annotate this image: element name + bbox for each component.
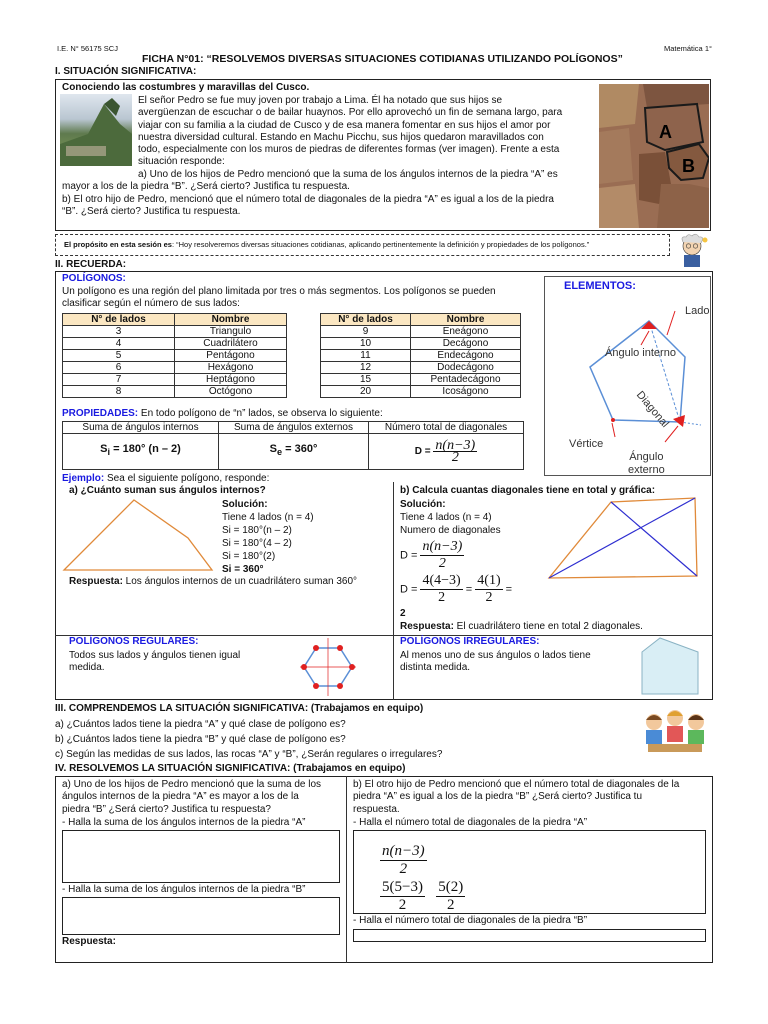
formula-d: D = [400,549,421,562]
stone-b-label: B [682,156,695,176]
col-header: N° de lados [321,314,411,326]
answer-box-sum-a[interactable] [62,830,340,883]
resolvemos-divider [346,776,347,963]
question: c) Según las medidas de sus lados, las rocas “A” y “B”, ¿Serán regulares o irregulares? [55,749,443,760]
formula-sub: e [276,447,283,458]
stone-a-label: A [659,122,672,142]
prop-header: Suma de ángulos externos [219,422,369,434]
solution-line: Tiene 4 lados (n = 4) [222,512,314,523]
solution-line: Si = 180°(2) [222,551,276,562]
ejemplo-label: Ejemplo: [62,473,105,484]
propiedades-row [62,408,383,419]
regulares-text [69,650,240,675]
formula-general [380,843,427,878]
label-diagonal: Diagonal [633,389,671,430]
answer-label: Respuesta: [69,576,123,587]
cell: Decágono [411,338,521,350]
label-angulo-externo-1: Ángulo [629,451,664,463]
answer-text: Los ángulos internos de un cuadrilátero suman 360° [122,576,358,587]
cell: 12 [321,362,411,374]
frac-num: 4(1) [477,573,501,588]
cell: 5 [63,350,175,362]
table-row [321,326,521,338]
cell: 11 [321,350,411,362]
label-vertice: Vértice [569,438,604,450]
formula-symbol: S [100,443,108,456]
question-b-cont: “B”. ¿Será cierto? Justifica tu respuesta. [62,205,241,217]
polygon-table-2 [320,313,521,398]
text-line: a) Uno de los hijos de Pedro mencionó que la suma de los [62,779,322,790]
ejemplo-b-result: 2 [400,608,406,619]
elementos-title: ELEMENTOS: [564,280,636,292]
col-header: N° de lados [63,314,175,326]
irregular-pentagon [640,636,702,696]
section-comprendemos-heading: III. COMPRENDEMOS LA SITUACIÓN SIGNIFICATIVA: (Trabajamos en equipo) [55,703,424,714]
formula-sum-internal [63,434,219,470]
poligonos-label: POLÍGONOS: [62,273,126,284]
frac-den: 2 [485,590,493,605]
propiedades-label: PROPIEDADES: [62,408,139,419]
situacion-subtitle: Conociendo las costumbres y maravillas del Cusco. [62,82,310,93]
table-row [63,362,287,374]
cell: 3 [63,326,175,338]
frac-num: n(n−3) [435,438,476,453]
formula-sum-external [219,434,369,470]
professor-illustration [674,232,710,268]
table-row [321,362,521,374]
frac-num: 4(4−3) [422,573,461,588]
text-line: medida. [69,662,105,674]
definition-line: Un polígono es una región del plano limitada por tres o más segmentos. Los polígonos se pueden [62,286,496,297]
polygon-table-1 [62,313,287,398]
frac-den: 2 [438,556,446,571]
table-row [63,326,287,338]
cell: 6 [63,362,175,374]
cell: 7 [63,374,175,386]
irregulares-title: POLÍGONOS IRREGULARES: [400,636,540,647]
solution-line: Si = 180°(n – 2) [222,525,292,536]
text-line: respuesta. [353,803,400,815]
subject-label: Matemática 1° [663,44,712,53]
col-header: Nombre [175,314,287,326]
cell: 8 [63,386,175,398]
proposito-text: : “Hoy resolveremos diversas situaciones cotidianas, aplicando pertinentemente la definición y propiedades de los polígonos.” [171,240,590,249]
text-line: piedra “B” ¿Será cierto? Justifica tu respuesta? [62,803,271,815]
table-row [321,350,521,362]
cell: Icoságono [411,386,521,398]
resolvemos-left-question [62,779,342,816]
ejemplo-a-solution [222,498,314,576]
ejemplo-text: Sea el siguiente polígono, responde: [104,473,270,484]
frac-den: 2 [451,450,459,465]
answer-label: Respuesta: [400,621,454,632]
frac-num: 5(2) [438,879,464,895]
regular-hexagon [300,638,356,696]
cell: Pentágono [175,350,287,362]
respuesta-label: Respuesta: [62,936,116,947]
label-angulo-interno: Ángulo interno [605,347,676,359]
section-recuerda-heading: II. RECUERDA: [55,259,127,270]
question-a: a) Uno de los hijos de Pedro mencionó que la suma de los ángulos internos de la piedra “A” es [138,169,558,180]
definition-line: clasificar según el número de sus lados: [62,298,240,310]
school-name: I.E. N° 56175 SCJ [57,44,118,53]
answer-text: El cuadrilátero tiene en total 2 diagonales. [453,621,643,632]
table-row [63,350,287,362]
proposito-box [55,234,670,256]
text-line: distinta medida. [400,662,471,674]
worksheet-title: FICHA N°01: “RESOLVEMOS DIVERSAS SITUACIONES COTIDIANAS UTILIZANDO POLÍGONOS” [142,53,623,65]
cell: 10 [321,338,411,350]
formula-sub: i [107,447,111,458]
frac-den: 2 [446,897,455,913]
text-line: Al menos uno de sus ángulos o lados tiene [400,650,591,661]
task-sum-b: - Halla la suma de los ángulos internos de la piedra “B” [62,884,306,895]
cell: Triangulo [175,326,287,338]
text-line: ángulos internos de la piedra “A” es mayor a los de la [62,791,299,803]
answer-box-diagonals-b[interactable] [353,929,706,942]
text-line: nuestra diversidad cultural. Estando en Machu Picchu, sus hijos quedaron maravillados con [138,131,544,143]
answer-box-sum-b[interactable] [62,897,340,935]
section-situacion-heading: I. SITUACIÓN SIGNIFICATIVA: [55,66,197,77]
task-diagonals-b: - Halla el número total de diagonales de la piedra “B” [353,915,588,926]
formula-substituted [380,879,465,914]
text-line: piedra “A” es igual a los de la piedra “B” ¿Será cierto? Justifica tu [353,791,643,803]
cell: Dodecágono [411,362,521,374]
prop-header: Número total de diagonales [369,422,524,434]
cell: Heptágono [175,374,287,386]
propiedades-table [62,421,524,470]
table-row [321,386,521,398]
solution-line: Numero de diagonales [400,525,501,536]
solution-line: Solución: [222,499,268,510]
situacion-text [138,95,593,169]
formula-value: = 180° (n – 2) [110,443,181,456]
ejemplo-b-solution [400,498,501,537]
ejemplo-row [62,473,269,484]
text-line: todo, especialmente con los muros de piedras de diferentes formas (ver imagen). Frente a esta [138,144,560,156]
question: a) ¿Cuántos lados tiene la piedra “A” y qué clase de polígono es? [55,719,346,730]
table-row [321,338,521,350]
formula-symbol: S [269,443,277,456]
text-line: avergüenzan de escuchar o de bailar huaynos. Por ello aprovechó un fin de semana largo, para [138,107,563,119]
question-b: b) El otro hijo de Pedro, mencionó que el número total de diagonales de la piedra “A” es igual a los de la piedra [62,193,554,205]
frac-num: 5(5−3) [382,879,423,895]
machu-picchu-photo [60,94,132,166]
situacion-questions [62,169,602,218]
proposito-label: El propósito en esta sesión es [64,240,172,249]
prop-header: Suma de ángulos internos [63,422,219,434]
cell: 9 [321,326,411,338]
ejemplo-divider [393,482,394,635]
task-diagonals-a: - Halla el número total de diagonales de la piedra “A” [353,817,588,828]
table-row [321,374,521,386]
stone-wall-photo [599,84,709,228]
label-angulo-externo-2: externo [628,464,665,476]
question: b) ¿Cuántos lados tiene la piedra “B” y qué clase de polígono es? [55,734,346,745]
resolvemos-right-question [353,779,707,816]
formula-d: D = [400,583,421,596]
students-illustration [640,708,710,754]
question-a-cont: mayor a los de la piedra “B”. ¿Será cierto? Justifica tu respuesta. [62,181,350,193]
ejemplo-b-answer [400,621,643,632]
cell: 15 [321,374,411,386]
ejemplo-a-answer [69,576,357,587]
text-line: Todos sus lados y ángulos tienen igual [69,650,241,661]
ejemplo-b-formula-2 [400,573,512,606]
frac-den: 2 [438,590,446,605]
label-angulo-externo [628,451,665,477]
solution-line: Si = 360° [222,564,264,575]
equals: = [505,583,513,596]
ejemplo-a-question: a) ¿Cuánto suman sus ángulos internos? [69,485,266,496]
frac-den: 2 [398,897,407,913]
formula-diagonals [369,434,524,470]
solution-line: Tiene 4 lados (n = 4) [400,512,492,523]
cell: Cuadrilátero [175,338,287,350]
ejemplo-b-formula-1 [400,539,464,572]
cell: Hexágono [175,362,287,374]
cell: 4 [63,338,175,350]
cell: 20 [321,386,411,398]
text-line: b) El otro hijo de Pedro mencionó que el número total de diagonales de la [353,779,680,790]
cell: Endecágono [411,350,521,362]
solution-line: Solución: [400,499,446,510]
equals: = [465,583,473,596]
ejemplo-b-question: b) Calcula cuantas diagonales tiene en total y gráfica: [400,485,656,496]
solution-line: Si = 180°(4 – 2) [222,538,292,549]
frac-num: n(n−3) [422,539,463,554]
elementos-box [544,276,711,476]
example-quadrilateral-diagonals [545,494,705,580]
label-lado: Lado [685,305,710,317]
comprendemos-questions [55,717,442,762]
text-line: situación responde: [138,156,225,168]
table-row [63,374,287,386]
frac-num: n(n−3) [382,843,425,859]
example-quadrilateral [60,492,220,578]
answer-box-diagonals-a[interactable] [353,830,706,914]
section-resolvemos-heading: IV. RESOLVEMOS LA SITUACIÓN SIGNIFICATIVA: (Trabajamos en equipo) [55,763,406,774]
formula-value: = 360° [282,443,318,456]
table-row [63,386,287,398]
irregulares-text [400,650,591,675]
col-header: Nombre [411,314,521,326]
cell: Pentadecágono [411,374,521,386]
regulares-title: POLÍGONOS REGULARES: [69,636,199,647]
poligonos-definition [62,286,542,311]
frac-den: 2 [399,861,408,877]
situacion-box [55,79,711,231]
formula-d: D = [414,446,434,458]
cell: Octógono [175,386,287,398]
divider-vertical [393,635,394,700]
text-line: viajar con su familia a la ciudad de Cusco y de esa manera fomentar en sus hijos el amor por [138,119,551,131]
table-row [63,338,287,350]
propiedades-text: En todo polígono de “n” lados, se observa lo siguiente: [138,408,383,419]
cell: Eneágono [411,326,521,338]
task-sum-a: - Halla la suma de los ángulos internos de la piedra “A” [62,817,306,828]
text-line: El señor Pedro se fue muy joven por trabajo a Lima. Él ha notado que sus hijos se [138,95,503,106]
